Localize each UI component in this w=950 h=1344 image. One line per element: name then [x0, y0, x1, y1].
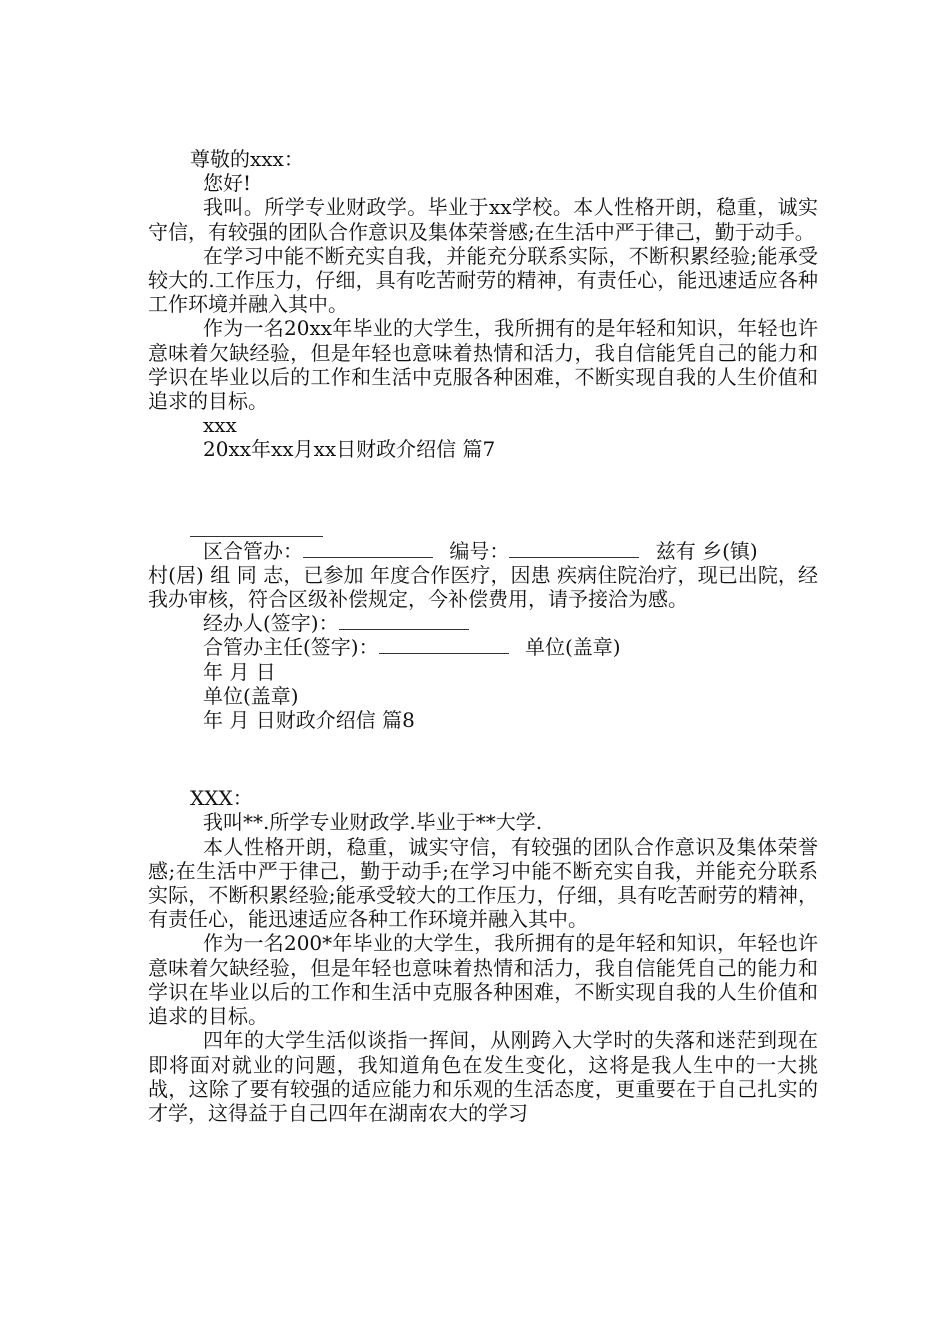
spacer [148, 732, 818, 786]
handler-line [148, 611, 818, 635]
letter7-paragraph-1: 我叫。所学专业财政学。毕业于xx学校。本人性格开朗，稳重，诚实守信，有较强的团队合作意识及集体荣誉感;在生活中严于律己，勤于动手。 [148, 195, 818, 244]
handler-label: 经办人(签字)： [203, 611, 339, 636]
township-label: 兹有 乡(镇) [655, 538, 758, 563]
unit-seal-inline: 单位(盖章) [524, 635, 621, 660]
letter7-hello: 您好! [203, 171, 252, 196]
director-label: 合管办主任(签字)： [203, 635, 379, 660]
letter7-paragraph-2: 在学习中能不断充实自我，并能充分联系实际，不断积累经验;能承受较大的.工作压力，仔细，具有吃苦耐劳的精神，有责任心，能迅速适应各种工作环境并融入其中。 [148, 243, 818, 317]
form-date-line: 年 月 日 [203, 659, 276, 684]
number-blank [509, 539, 639, 558]
letter8-paragraph-1: 本人性格开朗，稳重，诚实守信，有较强的团队合作意识及集体荣誉感;在生活中严于律己，勤于动手;在学习中能不断充实自我，并能充分联系实际，不断积累经验;能承受较大的工作压力，仔细，具有吃苦耐劳的精神，有责任心，能迅速适应各种工作环境并融入其中。 [148, 834, 818, 932]
form-header-line [148, 539, 818, 563]
district-label: 区合管办： [203, 538, 303, 563]
director-line [148, 635, 818, 659]
document-page [148, 147, 818, 1125]
form-unit-seal: 单位(盖章) [203, 683, 299, 708]
form-body-text: 村(居) 组 同 志，已参加 年度合作医疗，因患 疾病住院治疗，现已出院，经我办审核，符合区级补偿规定，今补偿费用，请予接洽为感。 [148, 562, 818, 612]
letter7-signature: xxx [203, 413, 237, 438]
letter7-paragraph-3: 作为一名20xx年毕业的大学生，我所拥有的是年轻和知识，年轻也许意味着欠缺经验，但是年轻也意味着热情和活力，我自信能凭自己的能力和学识在毕业以后的工作和生活中克服各种困难，不断实现自我的人生价值和追求的目标。 [148, 316, 818, 414]
director-blank [379, 635, 509, 654]
letter8-intro: 我叫**.所学专业财政学.毕业于**大学. [203, 810, 543, 835]
letter8-greeting: XXX： [190, 786, 253, 811]
letter7-greeting: 尊敬的xxx： [190, 147, 304, 171]
number-label: 编号： [449, 538, 510, 563]
letter7-date-heading: 20xx年xx月xx日财政介绍信 篇7 [203, 437, 496, 462]
letter8-date-heading: 年 月 日财政介绍信 篇8 [203, 708, 415, 733]
spacer [148, 462, 818, 536]
letter8-paragraph-3: 四年的大学生活似谈指一挥间，从刚跨入大学时的失落和迷茫到现在即将面对就业的问题，我知道角色在发生变化，这将是我人生中的一大挑战，这除了要有较强的适应能力和乐观的生活态度，更重要在于自己扎实的才学，这得益于自己四年在湖南农大的学习 [148, 1028, 818, 1125]
handler-blank [339, 611, 469, 630]
letter8-paragraph-2: 作为一名200*年毕业的大学生，我所拥有的是年轻和知识，年轻也许意味着欠缺经验，但是年轻也意味着热情和活力，我自信能凭自己的能力和学识在毕业以后的工作和生活中克服各种困难，不断实现自我的人生价值和追求的目标。 [148, 931, 818, 1029]
form-top-rule [190, 536, 323, 537]
district-blank [303, 539, 433, 558]
